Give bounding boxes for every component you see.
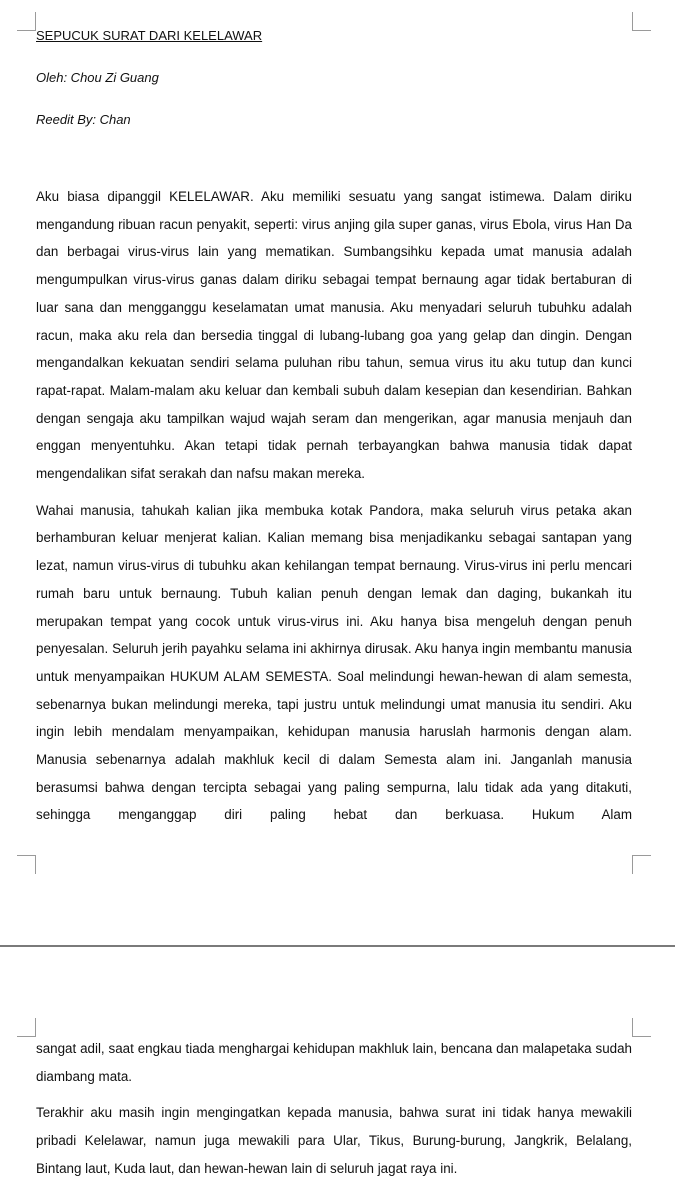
document-page-2	[0, 947, 675, 1200]
paragraph: Aku biasa dipanggil KELELAWAR. Aku memiliki sesuatu yang sangat istimewa. Dalam diriku mengandung ribuan racun penyakit, seperti: virus anjing gila super ganas, virus Ebola, virus Han Da dan berbagai virus-virus lain yang mematikan. Sumbangsihku kepada umat manusia adalah mengumpulkan virus-virus ganas dalam diriku sebagai tempat bernaung agar tidak bertaburan di luar sana dan mengganggu keselamatan umat manusia. Aku menyadari seluruh tubuhku adalah racun, maka aku rela dan bersedia tinggal di lubang-lubang goa yang gelap dan dingin. Dengan mengandalkan kekuatan sendiri selama puluhan ribu tahun, semua virus itu aku tutup dan kunci rapat-rapat. Malam-malam aku keluar dan kembali subuh dalam kesepian dan kesendirian. Bahkan dengan sengaja aku tampilkan wajud wajah seram dan mengerikan, agar manusia menjauh dan enggan menyentuhku. Akan tetapi tidak pernah terbayangkan bahwa manusia tidak dapat mengendalikan sifat serakah dan nafsu makan mereka.	[36, 189, 632, 482]
margin-corner-mark	[632, 855, 651, 874]
paragraph: Wahai manusia, tahukah kalian jika membuka kotak Pandora, maka seluruh virus petaka akan berhamburan keluar menjerat kalian. Kalian memang bisa menjadikanku sebagai santapan yang lezat, namun virus-virus di tubuhku akan kehilangan tempat bernaung. Virus-virus ini perlu mencari rumah baru untuk bernaung. Tubuh kalian penuh dengan lemak dan daging, bukankah itu merupakan tempat yang cocok untuk virus-virus ini. Aku hanya bisa mengeluh dengan penuh penyesalan. Seluruh jerih payahku selama ini akhirnya dirusak. Aku hanya ingin membantu manusia untuk menyampaikan HUKUM ALAM SEMESTA. Soal melindungi hewan-hewan di alam semesta, sebenarnya bukan melindungi mereka, tapi justru untuk melindungi umat manusia itu sendiri. Aku ingin lebih mendalam menyampaikan, kehidupan manusia haruslah harmonis dengan alam. Manusia sebenarnya adalah makhluk kecil di dalam Semesta alam ini. Janganlah manusia berasumsi bahwa dengan tercipta sebagai yang paling sempurna, lalu tidak ada yang ditakuti, sehingga menganggap diri paling hebat dan berkuasa. Hukum Alam	[36, 502, 632, 823]
margin-corner-mark	[17, 12, 36, 31]
editor-line: Reedit By: Chan	[36, 112, 131, 127]
author-line: Oleh: Chou Zi Guang	[36, 70, 159, 85]
margin-corner-mark	[17, 1018, 36, 1037]
margin-corner-mark	[632, 1018, 651, 1037]
page-2-body	[36, 1035, 632, 1183]
document-title: SEPUCUK SURAT DARI KELELAWAR	[36, 28, 263, 43]
paragraph: sangat adil, saat engkau tiada menghargai kehidupan makhluk lain, bencana dan malapetaka sudah diambang mata.	[36, 1041, 632, 1084]
page-1-body	[36, 183, 632, 829]
paragraph: Terakhir aku masih ingin mengingatkan kepada manusia, bahwa surat ini tidak hanya mewakili pribadi Kelelawar, namun juga mewakili para Ular, Tikus, Burung-burung, Jangkrik, Belalang, Bintang laut, Kuda laut, dan hewan-hewan lain di seluruh jagat raya ini.	[36, 1105, 632, 1176]
margin-corner-mark	[632, 12, 651, 31]
margin-corner-mark	[17, 855, 36, 874]
